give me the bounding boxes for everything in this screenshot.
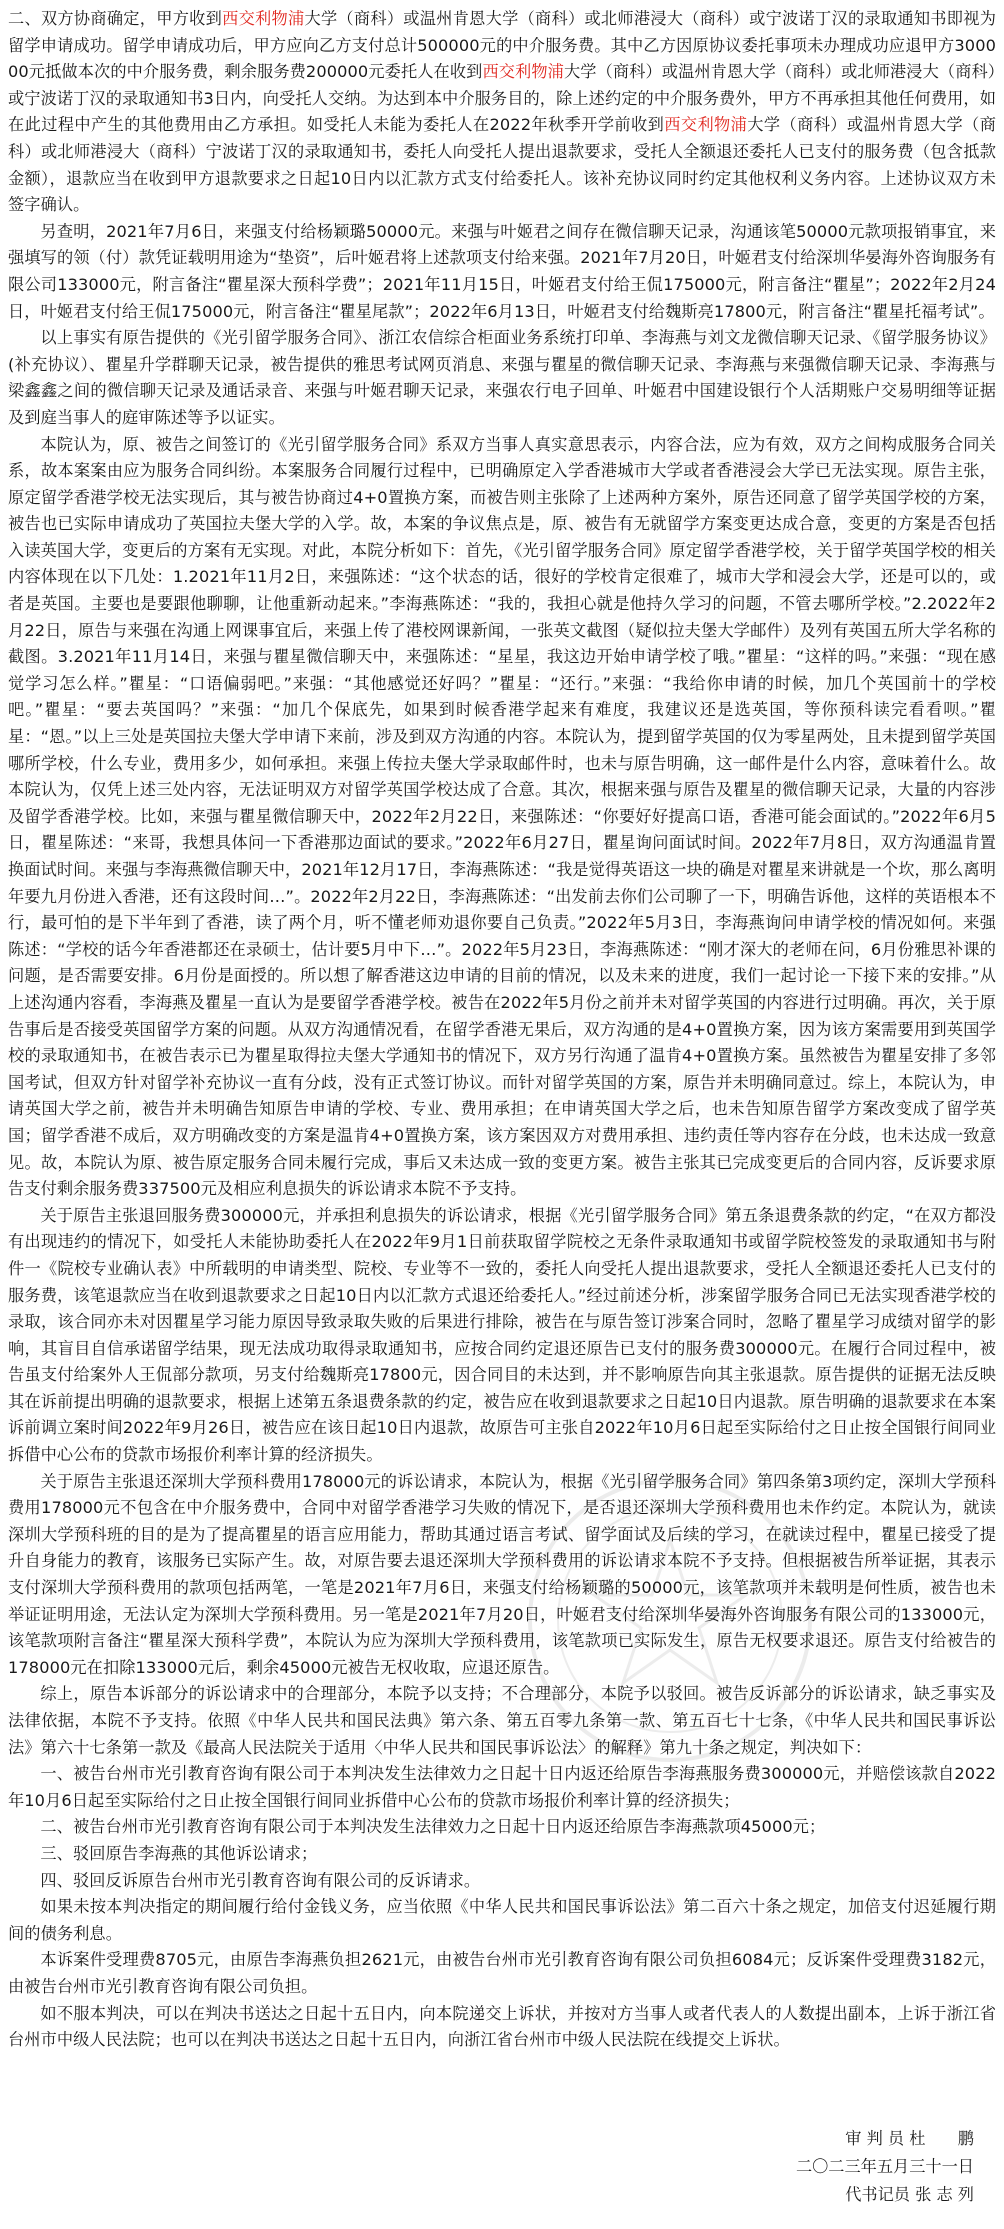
highlighted-term: 西交利物浦 [482, 62, 564, 82]
text-segment: 本诉案件受理费8705元，由原告李海燕负担2621元，由被告台州市光引教育咨询有限公司负担6084元；反诉案件受理费3182元，由被告台州市光引教育咨询有限公司负担。 [8, 1950, 996, 1996]
paragraph [8, 219, 996, 325]
paragraph [8, 1947, 996, 2000]
text-segment: 如不服本判决，可以在判决书送达之日起十五日内，向本院递交上诉状，并按对方当事人或者代表人的人数提出副本，上诉于浙江省台州市中级人民法院；也可以在判决书送达之日起十五日内，向浙江省台州市中级人民法院在线提交上诉状。 [8, 2003, 996, 2050]
text-segment: 另查明，2021年7月6日，来强支付给杨颖璐50000元。来强与叶姬君之间存在微信聊天记录，沟通该笔50000元款项报销事宜，来强填写的领（付）款凭证载明用途为“垫资”，后叶姬君将上述款项支付给来强。2021年7月20日，叶姬君支付给深圳华晏海外咨询服务有限公司133000元，附言备注“瞿星深大预科学费”；2021年11月15日，叶姬君支付给王侃175000元，附言备注“瞿星”；2022年2月24日，叶姬君支付给王侃175000元，附言备注“瞿星尾款”；2022年6月13日，叶姬君支付给魏斯亮17800元，附言备注“瞿星托福考试”。 [8, 221, 996, 321]
highlighted-term: 西交利物浦 [222, 9, 305, 28]
paragraph [8, 1469, 996, 1682]
clerk-line: 代书记员 张 志 列 [845, 2185, 974, 2204]
text-segment: 三、驳回原告李海燕的其他诉讼请求； [40, 1843, 318, 1863]
text-segment: 二、双方协商确定，甲方收到 [8, 9, 223, 28]
highlighted-term: 西交利物浦 [664, 115, 748, 135]
paragraph [8, 1203, 996, 1469]
text-segment: 一、被告台州市光引教育咨询有限公司于本判决发生法律效力之日起十日内返还给原告李海燕服务费300000元，并赔偿该款自2022年10月6日起至实际给付之日止按全国银行间同业拆借中心公布的贷款市场报价利率计算的经济损失； [8, 1764, 996, 1810]
text-segment: 以上事实有原告提供的《光引留学服务合同》、浙江农信综合柜面业务系统打印单、李海燕与刘文龙微信聊天记录、《留学服务协议》(补充协议）、瞿星升学群聊天记录，被告提供的雅思考试网页消息、来强与瞿星的微信聊天记录、李海燕与来强微信聊天记录、李海燕与梁鑫鑫之间的微信聊天记录及通话录音、来强与叶姬君聊天记录，来强农行电子回单、叶姬君中国建设银行个人活期账户交易明细等证据及到庭当事人的庭审陈述等予以证实。 [8, 328, 996, 427]
paragraph [8, 1761, 996, 1814]
text-segment: 本院认为，原、被告之间签订的《光引留学服务合同》系双方当事人真实意思表示，内容合法，应为有效，双方之间构成服务合同关系，故本案案由应为服务合同纠纷。本案服务合同履行过程中，已明确原定入学香港城市大学或者香港浸会大学已无法实现。原告主张，原定留学香港学校无法实现后，其与被告协商过4+0置换方案，而被告则主张除了上述两种方案外，原告还同意了留学英国学校的方案，被告也已实际申请成功了英国拉夫堡大学的入学。故，本案的争议焦点是，原、被告有无就留学方案变更达成合意，变更的方案是否包括入读英国大学，变更后的方案有无实现。对此，本院分析如下：首先，《光引留学服务合同》原定留学香港学校，关于留学英国学校的相关内容体现在以下几处：1.2021年11月2日，来强陈述：“这个状态的话，很好的学校肯定很难了，城市大学和浸会大学，还是可以的，或者是英国。主要也是要跟他聊聊，让他重新动起来。”李海燕陈述：“我的，我担心就是他持久学习的问题，不管去哪所学校。”2.2022年2月22日，原告与来强在沟通上网课事宜后，来强上传了港校网课新闻，一张英文截图（疑似拉夫堡大学邮件）及列有英国五所大学名称的截图。3.2021年11月14日，来强与瞿星微信聊天中，来强陈述：“星星，我这边开始申请学校了哦。”瞿星：“这样的吗。”来强：“现在感觉学习怎么样。”瞿星：“口语偏弱吧。”来强：“其他感觉还好吗？”瞿星：“还行。”来强：“我给你申请的时候，加几个英国前十的学校吧。”瞿星：“要去英国吗？”来强：“加几个保底先，如果到时候香港学起来有难度，我建议还是选英国，等你预科读完看看呗。”瞿星：“恩。”以上三处是英国拉夫堡大学申请下来前，涉及到双方沟通的内容。本院认为，提到留学英国的仅为零星两处，且未提到留学英国哪所学校，什么专业，费用多少，如何承担。来强上传拉夫堡大学录取邮件时，也未与原告明确，这一邮件是什么内容，意味着什么。故本院认为，仅凭上述三处内容，无法证明双方对留学英国学校达成了合意。其次，根据来强与原告及瞿星的微信聊天记录，大量的内容涉及留学香港学校。比如，来强与瞿星微信聊天中，2022年2月22日，来强陈述：“你要好好提高口语，香港可能会面试的。”2022年6月5日，瞿星陈述：“来哥，我想具体问一下香港那边面试的要求。”2022年6月27日，瞿星询问面试时间。2022年7月8日，双方沟通温肯置换面试时间。来强与李海燕微信聊天中，2021年12月17日，李海燕陈述：“我是觉得英语这一块的确是对瞿星来讲就是一个坎，那么离明年要九月份进入香港，还有这段时间…”。2022年2月22日，李海燕陈述：“出发前去你们公司聊了一下，明确告诉他，这样的英语根本不行，最可怕的是下半年到了香港，读了两个月，听不懂老师劝退你要自己负责。”2022年5月3日，李海燕询问申请学校的情况如何。来强陈述：“学校的话今年香港都还在录硕士，估计要5月中下…”。2022年5月23日，李海燕陈述：“刚才深大的老师在问，6月份雅思补课的问题，是否需要安排。6月份是面授的。所以想了解香港这边申请的目前的情况，以及未来的进度，我们一起讨论一下接下来的安排。”从上述沟通内容看，李海燕及瞿星一直认为是要留学香港学校。被告在2022年5月份之前并未对留学英国的内容进行过明确。再次，关于原告事后是否接受英国留学方案的问题。从双方沟通情况看，在留学香港无果后，双方沟通的是4+0置换方案，因为该方案需要用到英国学校的录取通知书，在被告表示已为瞿星取得拉夫堡大学通知书的情况下，双方另行沟通了温肯4+0置换方案。虽然被告为瞿星安排了多邻国考试，但双方针对留学补充协议一直有分歧，没有正式签订协议。而针对留学英国的方案，原告并未明确同意过。综上，本院认为，申请英国大学之前，被告并未明确告知原告申请的学校、专业、费用承担；在申请英国大学之后，也未告知原告留学方案改变成了留学英国；留学香港不成后，双方明确改变的方案是温肯4+0置换方案，该方案因双方对费用承担、违约责任等内容存在分歧，也未达成一致意见。故，本院认为原、被告原定服务合同未履行完成，事后又未达成一致的变更方案。被告主张其已完成变更后的合同内容，反诉要求原告支付剩余服务费337500元及相应利息损失的诉讼请求本院不予支持。 [8, 434, 996, 1199]
text-segment: 关于原告主张退回服务费300000元，并承担利息损失的诉讼请求，根据《光引留学服务合同》第五条退费条款的约定，“在双方都没有出现违约的情况下，如受托人未能协助委托人在2022年9月1日前获取留学院校之无条件录取通知书或留学院校签发的录取通知书与附件一《院校专业确认表》中所载明的申请类型、院校、专业等不一致的，委托人向受托人提出退款要求，受托人全额退还委托人已支付的服务费，该笔退款应当在收到退款要求之日起10日内以汇款方式退还给委托人。”经过前述分析，涉案留学服务合同已无法实现香港学校的录取，该合同亦未对因瞿星学习能力原因导致录取失败的后果进行排除，被告在与原告签订涉案合同时，忽略了瞿星学习成绩对留学的影响，其盲目自信承诺留学结果，现无法成功取得录取通知书，应按合同约定退还原告已支付的服务费300000元。在履行合同过程中，被告虽支付给案外人王侃部分款项，另支付给魏斯亮17800元，因合同目的未达到，并不影响原告向其主张退款。原告提供的证据无法反映其在诉前提出明确的退款要求，根据上述第五条退费条款的约定，被告应在收到退款要求之日起10日内退款。原告明确的退款要求在本案诉前调立案时间2022年9月26日，被告应在该日起10日内退款，故原告可主张自2022年10月6日起至实际给付之日止按全国银行间同业拆借中心公布的贷款市场报价利率计算的经济损失。 [8, 1205, 996, 1465]
judge-line: 审 判 员 杜 鹏 [845, 2129, 974, 2148]
paragraph [8, 432, 996, 1203]
paragraph [8, 1868, 996, 1895]
paragraph [8, 2001, 996, 2054]
text-segment: 综上，原告本诉部分的诉讼请求中的合理部分，本院予以支持；不合理部分，本院予以驳回。被告反诉部分的诉讼请求，缺乏事实及法律依据，本院不予支持。依照《中华人民共和国民法典》第六条、第五百零九条第一款、第五百七十七条，《中华人民共和国民事诉讼法》第六十七条第一款及《最高人民法院关于适用〈中华人民共和国民事诉讼法〉的解释》第九十条之规定，判决如下： [8, 1684, 996, 1757]
paragraph [8, 1894, 996, 1947]
text-segment: 关于原告主张退还深圳大学预科费用178000元的诉讼请求，本院认为，根据《光引留学服务合同》第四条第3项约定，深圳大学预科费用178000元不包含在中介服务费中，合同中对留学香港学习失败的情况下，是否退还深圳大学预科费用也未作约定。本院认为，就读深圳大学预科班的目的是为了提高瞿星的语言应用能力，帮助其通过语言考试、留学面试及后续的学习，在就读过程中，瞿星已接受了提升自身能力的教育，该服务已实际产生。故，对原告要去退还深圳大学预科费用的诉讼请求本院不予支持。但根据被告所举证据，其表示支付深圳大学预科费用的款项包括两笔，一笔是2021年7月6日，来强支付给杨颖璐的50000元，该笔款项并未载明是何性质，被告也未举证证明用途，无法认定为深圳大学预科费用。另一笔是2021年7月20日，叶姬君支付给深圳华晏海外咨询服务有限公司的133000元，该笔款项附言备注“瞿星深大预科学费”，本院认为应为深圳大学预科费用，该笔款项已实际发生，原告无权要求退还。原告支付给被告的178000元在扣除133000元后，剩余45000元被告无权收取，应退还原告。 [8, 1471, 996, 1677]
paragraph [8, 6, 996, 219]
judgment-date: 二〇二三年五月三十一日 [795, 2157, 974, 2176]
paragraph [8, 1681, 996, 1761]
text-segment: 二、被告台州市光引教育咨询有限公司于本判决发生法律效力之日起十日内返还给原告李海燕款项45000元； [40, 1817, 826, 1837]
text-segment: 大学（商科）或温州肯恩大学（商科）或北师港浸大（商科）或宁波诺丁汉的录取通知书3日内，向受托人交纳。为达到本中介服务目的，除上述约定的中介服务费外，甲方不再承担其他任何费用，如在此过程中产生的其他费用由乙方承担。如受托人未能为委托人在2022年秋季开学前收到 [8, 62, 996, 135]
text-segment: 四、驳回反诉原告台州市光引教育咨询有限公司的反诉请求。 [40, 1870, 481, 1890]
text-segment: 大学（商科）或温州肯恩大学（商科）或北师港浸大（商科）或宁波诺丁汉的录取通知书即视为留学申请成功。留学申请成功后，甲方应向乙方支付总计500000元的中介服务费。其中乙方因原协议委托事项未办理成功应退甲方300000元抵做本次的中介服务费，剩余服务费200000元委托人在收到 [8, 9, 996, 82]
signature-block [714, 2125, 974, 2209]
text-segment: 大学（商科）或温州肯恩大学（商科）或北师港浸大（商科）宁波诺丁汉的录取通知书，委托人向受托人提出退款要求，受托人全额退还委托人已支付的服务费（包含抵款金额），退款应当在收到甲方退款要求之日起10日内以汇款方式支付给委托人。该补充协议同时约定其他权利义务内容。上述协议双方未签字确认。 [8, 115, 997, 215]
paragraph [8, 1814, 996, 1841]
text-segment: 如果未按本判决指定的期间履行给付金钱义务，应当依照《中华人民共和国民事诉讼法》第二百六十条之规定，加倍支付迟延履行期间的债务利息。 [8, 1897, 996, 1943]
paragraph [8, 1841, 996, 1868]
paragraph [8, 325, 996, 431]
